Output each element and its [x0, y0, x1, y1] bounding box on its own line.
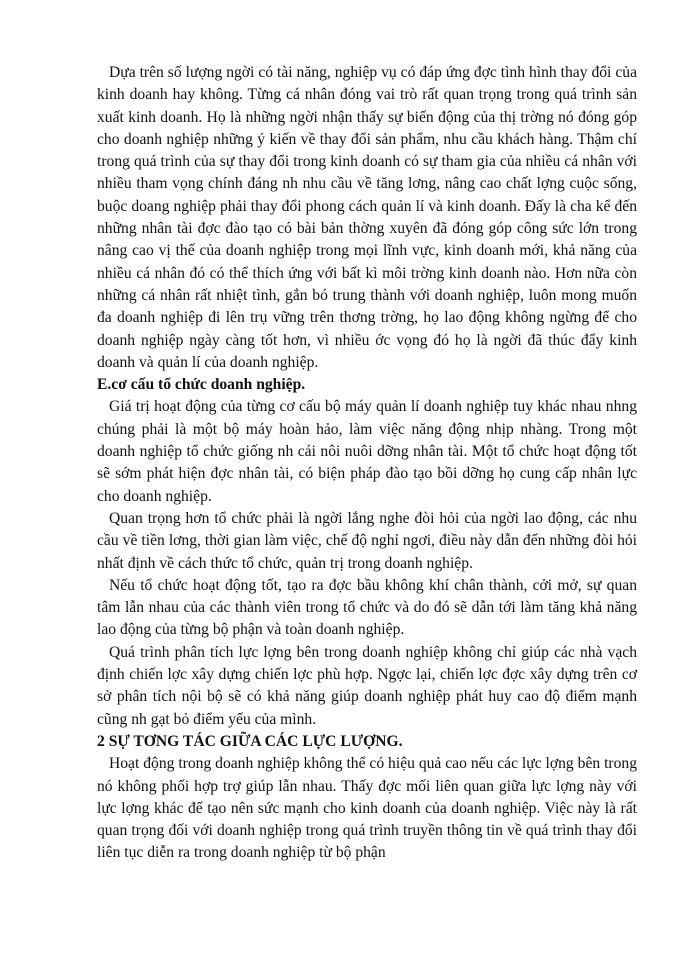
document-page: [97, 62, 637, 865]
heading-forces-interaction: 2 SỰ TƠNG TÁC GIỮA CÁC LỰC LƯỢNG.: [97, 732, 403, 750]
paragraph-organization-listening: Quan trọng hơn tổ chức phải là ngời lắng nghe đòi hỏi của ngời lao động, các nhu cầu về tiền lơng, thời gian làm việc, chế độ nghỉ ngơi, điều này dẫn đến những đòi hỏi nhất định về cách thức tổ chức, quản trị trong doanh nghiệp.: [97, 509, 637, 572]
paragraph-organization-atmosphere: Nếu tổ chức hoạt động tốt, tạo ra đợc bầu không khí chân thành, cởi mở, sự quan tâm lẫn nhau của các thành viên trong tổ chức và do đó sẽ dẫn tới làm tăng khả năng lao động của từng bộ phận và toàn doanh nghiệp.: [97, 576, 637, 639]
paragraph-forces-cooperation: Hoạt động trong doanh nghiệp không thể có hiệu quả cao nếu các lực lợng bên trong nó không phối hợp trợ giúp lẫn nhau. Thấy đợc mối liên quan giữa lực lợng này với lực lợng khác để tạo nên sức mạnh cho kinh doanh của doanh nghiệp. Việc này là rất quan trọng đối với doanh nghiệp trong quá trình truyền thông tin về quá trình thay đổi liên tục diễn ra trong doanh nghiệp từ bộ phận: [97, 755, 637, 862]
paragraph-organization-value: Giá trị hoạt động của từng cơ cấu bộ máy quản lí doanh nghiệp tuy khác nhau nhng chúng phải là một bộ máy hoàn hảo, làm việc năng động nhịp nhàng. Trong một doanh nghiệp tổ chức giống nh cái nôi nuôi dỡng nhân tài. Một tổ chức hoạt động tốt sẽ sớm phát hiện đợc nhân tài, có biện pháp đào tạo bồi dỡng họ cung cấp nhân lực cho doanh nghiệp.: [97, 398, 637, 505]
heading-organization-structure: E.cơ cấu tổ chức doanh nghiệp.: [97, 376, 306, 394]
paragraph-personnel: Dựa trên số lượng ngời có tài năng, nghiệp vụ có đáp ứng đợc tình hình thay đổi của kinh doanh hay không. Từng cá nhân đóng vai trò rất quan trọng trong quá trình sản xuất kinh doanh. Họ là những ngời nhận thấy sự biến động của thị trờng nó đóng góp cho doanh nghiệp những ý kiến về thay đổi sản phẩm, nhu cầu khách hàng. Thậm chí trong quá trình của sự thay đổi trong kinh doanh có sự tham gia của nhiều cá nhân với nhiều tham vọng chính đáng nh nhu cầu về tăng lơng, nâng cao chất lợng cuộc sống, buộc doang nghiệp phải thay đổi phong cách quản lí và kinh doanh. Đấy là cha kể đến những nhân tài đợc đào tạo có bài bản thờng xuyên đã đóng góp công sức lớn trong nâng cao vị thế của doanh nghiệp trong mọi lĩnh vực, kinh doanh mới, khả năng của nhiều cá nhân đó có thể thích ứng với bất kì môi trờng kinh doanh nào. Hơn nữa còn những cá nhân rất nhiệt tình, gắn bó trung thành với doanh nghiệp, luôn mong muốn đa doanh nghiệp đi lên trụ vững trên thơng trờng, họ lao động không ngừng để cho doanh nghiệp ngày càng tốt hơn, vì nhiều ớc vọng đó họ là ngời đã thúc đẩy kinh doanh và quản lí của doanh nghiệp.: [97, 64, 637, 371]
paragraph-internal-analysis: Quá trình phân tích lực lợng bên trong doanh nghiệp không chỉ giúp các nhà vạch định chiến lợc xây dựng chiến lợc phù hợp. Ngợc lại, chiến lợc đợc xây dựng trên cơ sở phân tích nội bộ sẽ có khả năng giúp doanh nghiệp phát huy cao độ điểm mạnh cũng nh gạt bỏ điểm yếu của mình.: [97, 643, 637, 728]
